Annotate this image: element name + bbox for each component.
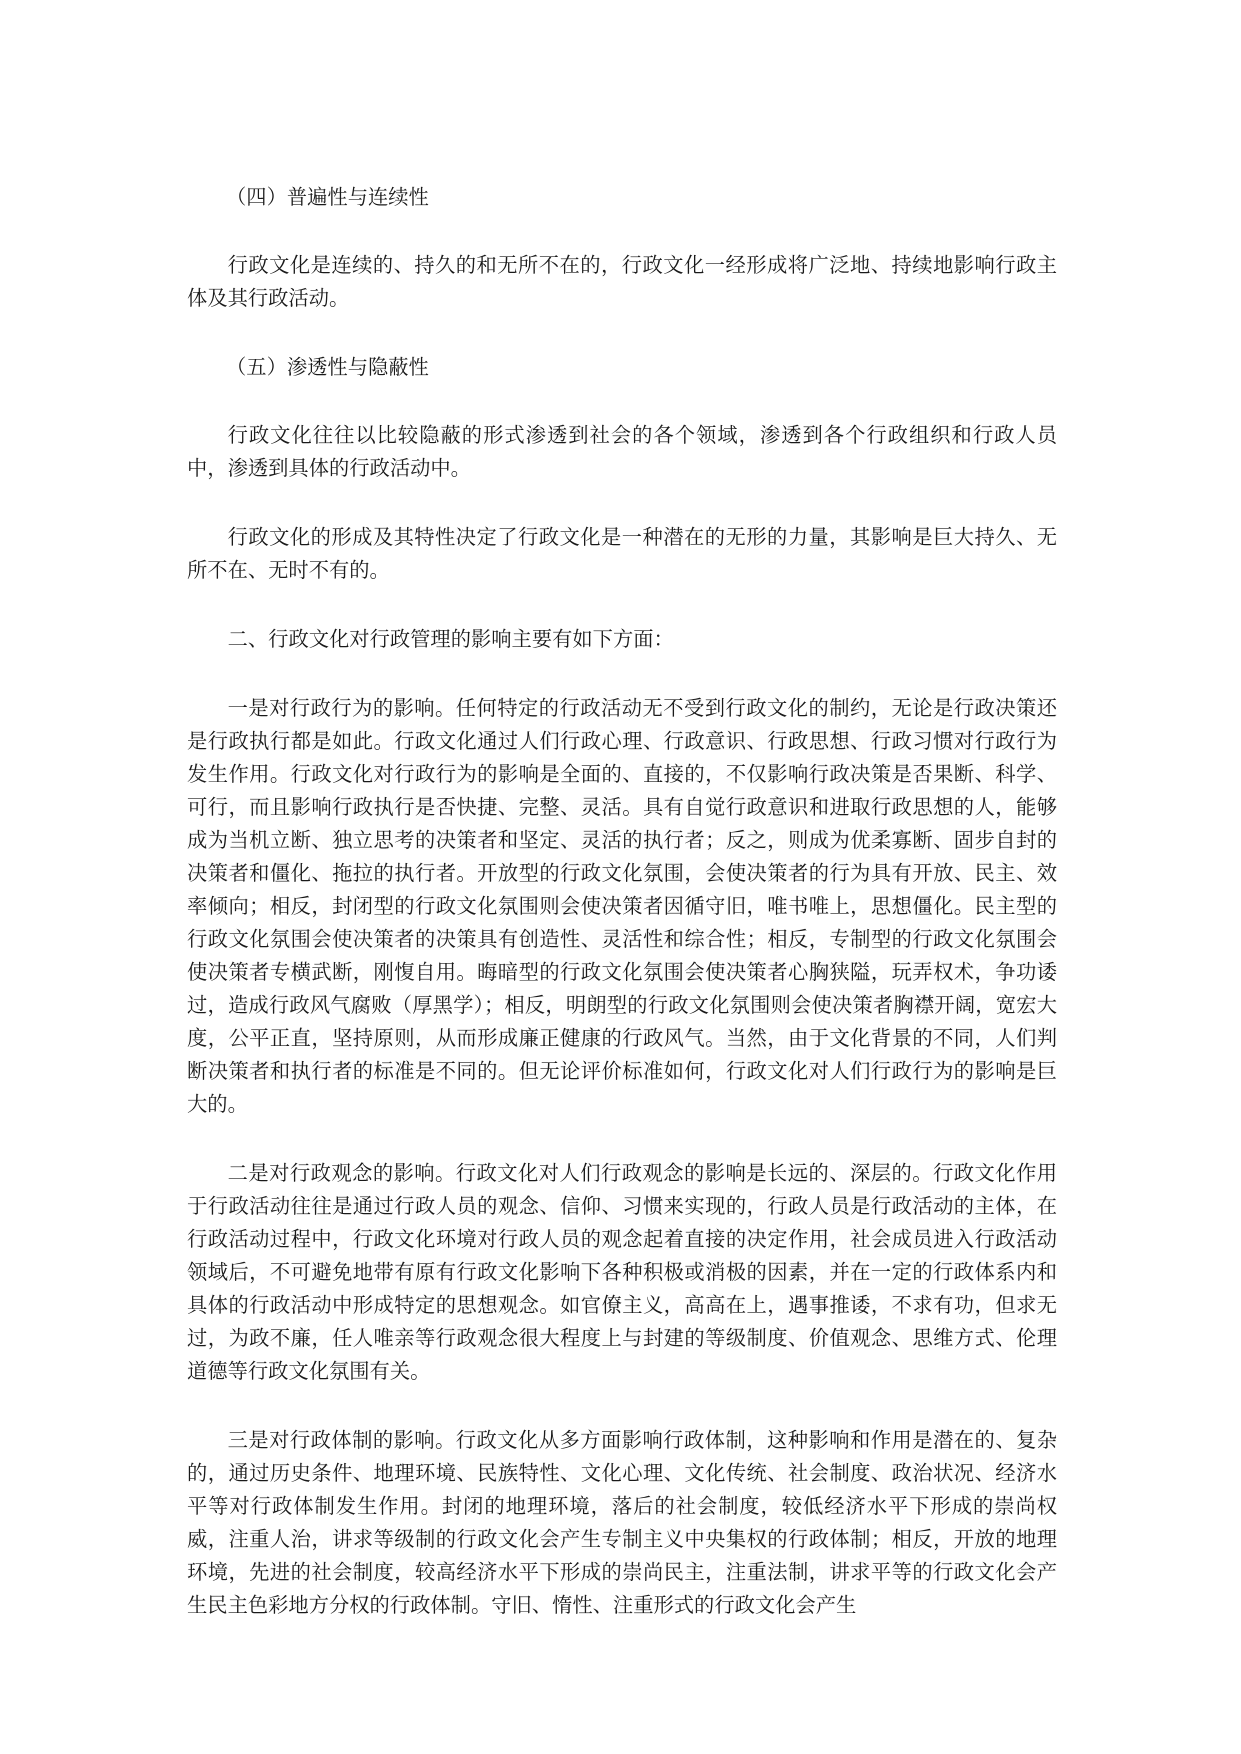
paragraph-system-influence: 三是对行政体制的影响。行政文化从多方面影响行政体制，这种影响和作用是潜在的、复杂的，通过历史条件、地理环境、民族特性、文化心理、文化传统、社会制度、政治状况、经济水平等对行政体制发生作用。封闭的地理环境，落后的社会制度，较低经济水平下形成的崇尚权威，注重人治，讲求等级制的行政文化会产生专制主义中央集权的行政体制；相反，开放的地理环境，先进的社会制度，较高经济水平下形成的崇尚民主，注重法制，讲求平等的行政文化会产生民主色彩地方分权的行政体制。守旧、惰性、注重形式的行政文化会产生: [187, 1428, 1057, 1617]
paragraph-continuity: 行政文化是连续的、持久的和无所不在的，行政文化一经形成将广泛地、持续地影响行政主体及其行政活动。: [187, 253, 1057, 310]
paragraph-penetration: 行政文化往往以比较隐蔽的形式渗透到社会的各个领域，渗透到各个行政组织和行政人员中，渗透到具体的行政活动中。: [187, 423, 1057, 480]
paragraph-concept-influence: 二是对行政观念的影响。行政文化对人们行政观念的影响是长远的、深层的。行政文化作用于行政活动往往是通过行政人员的观念、信仰、习惯来实现的，行政人员是行政活动的主体，在行政活动过程中，行政文化环境对行政人员的观念起着直接的决定作用，社会成员进入行政活动领域后，不可避免地带有原有行政文化影响下各种积极或消极的因素，并在一定的行政体系内和具体的行政活动中形成特定的思想观念。如官僚主义，高高在上，遇事推诿，不求有功，但求无过，为政不廉，任人唯亲等行政观念很大程度上与封建的等级制度、价值观念、思维方式、伦理道德等行政文化氛围有关。: [187, 1161, 1057, 1383]
section-heading-4: （四）普遍性与连续性: [226, 185, 429, 209]
document-body: [187, 181, 1057, 1622]
paragraph-summary: 行政文化的形成及其特性决定了行政文化是一种潜在的无形的力量，其影响是巨大持久、无所不在、无时不有的。: [187, 525, 1057, 582]
paragraph-behavior-influence: 一是对行政行为的影响。任何特定的行政活动无不受到行政文化的制约，无论是行政决策还是行政执行都是如此。行政文化通过人们行政心理、行政意识、行政思想、行政习惯对行政行为发生作用。行政文化对行政行为的影响是全面的、直接的，不仅影响行政决策是否果断、科学、可行，而且影响行政执行是否快捷、完整、灵活。具有自觉行政意识和进取行政思想的人，能够成为当机立断、独立思考的决策者和坚定、灵活的执行者；反之，则成为优柔寡断、固步自封的决策者和僵化、拖拉的执行者。开放型的行政文化氛围，会使决策者的行为具有开放、民主、效率倾向；相反，封闭型的行政文化氛围则会使决策者因循守旧，唯书唯上，思想僵化。民主型的行政文化氛围会使决策者的决策具有创造性、灵活性和综合性；相反，专制型的行政文化氛围会使决策者专横武断，刚愎自用。晦暗型的行政文化氛围会使决策者心胸狭隘，玩弄权术，争功诿过，造成行政风气腐败（厚黑学）；相反，明朗型的行政文化氛围则会使决策者胸襟开阔，宽宏大度，公平正直，坚持原则，从而形成廉正健康的行政风气。当然，由于文化背景的不同，人们判断决策者和执行者的标准是不同的。但无论评价标准如何，行政文化对人们行政行为的影响是巨大的。: [187, 696, 1057, 1116]
section-heading-5: （五）渗透性与隐蔽性: [226, 355, 429, 379]
section-heading-2: 二、行政文化对行政管理的影响主要有如下方面：: [227, 627, 674, 651]
